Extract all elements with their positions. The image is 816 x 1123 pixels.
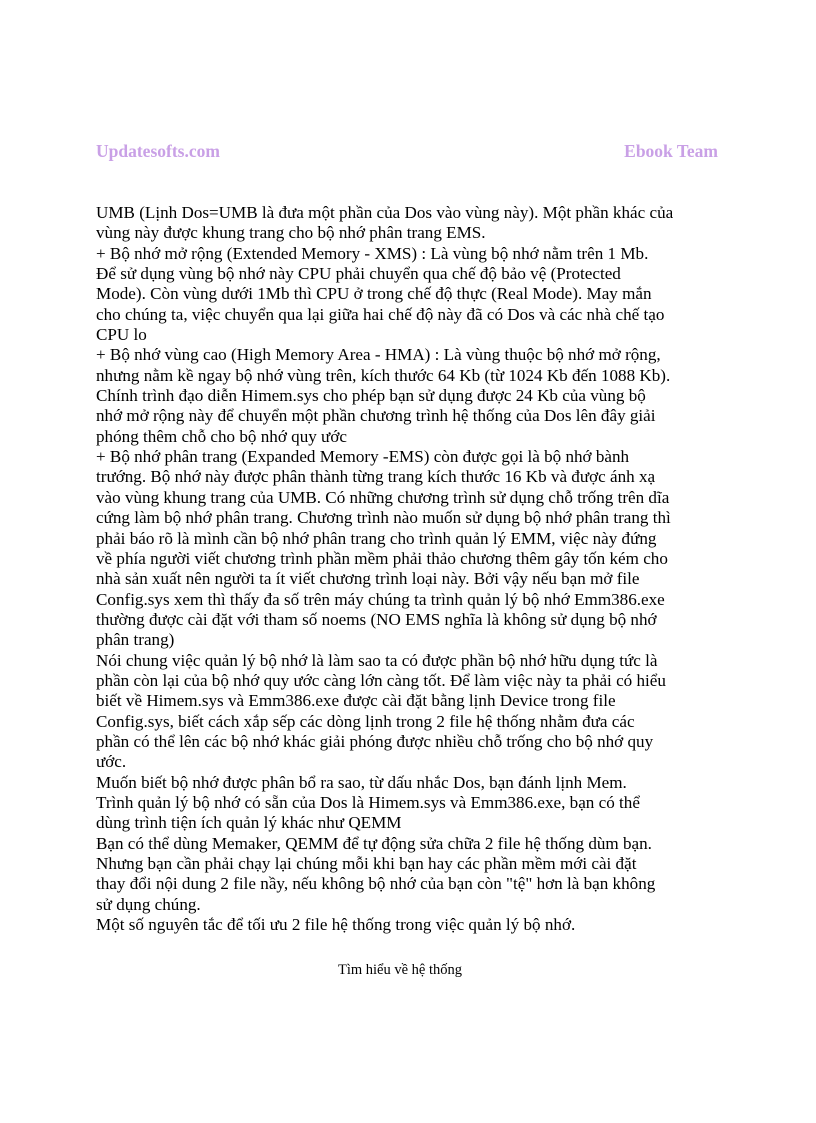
text-line: nhớ mở rộng này để chuyển một phần chương trình hệ thống của Dos lên đây giải xyxy=(96,406,656,426)
text-line: Trình quản lý bộ nhớ có sẵn của Dos là Himem.sys và Emm386.exe, bạn có thể xyxy=(96,792,640,812)
text-line: biết về Himem.sys và Emm386.exe được cài đặt bằng lịnh Device trong file xyxy=(96,691,616,711)
text-line: vùng này được khung trang cho bộ nhớ phân trang EMS. xyxy=(96,223,486,243)
text-line: Mode). Còn vùng dưới 1Mb thì CPU ở trong chế độ thực (Real Mode). May mắn xyxy=(96,284,652,304)
text-line: thay đổi nội dung 2 file nầy, nếu không bộ nhớ của bạn còn "tệ" hơn là bạn không xyxy=(96,874,656,894)
text-line: sử dụng chúng. xyxy=(96,894,201,914)
text-line: Muốn biết bộ nhớ được phân bổ ra sao, từ dấu nhắc Dos, bạn đánh lịnh Mem. xyxy=(96,772,627,792)
text-line: + Bộ nhớ mở rộng (Extended Memory - XMS) : Là vùng bộ nhớ nằm trên 1 Mb. xyxy=(96,243,649,263)
text-line: Để sử dụng vùng bộ nhớ này CPU phải chuyển qua chế độ bảo vệ (Protected xyxy=(96,264,621,284)
header-team-name: Ebook Team xyxy=(624,141,718,161)
text-line: phân trang) xyxy=(96,630,175,650)
text-line: Nhưng bạn cần phải chạy lại chúng mỗi khi bạn hay các phần mềm mới cài đặt xyxy=(96,854,637,873)
text-line: trướng. Bộ nhớ này được phân thành từng trang kích thước 16 Kb và được ánh xạ xyxy=(96,467,656,487)
text-line: phóng thêm chỗ cho bộ nhớ quy ước xyxy=(96,426,347,446)
text-line: vào vùng khung trang của UMB. Có những chương trình sử dụng chỗ trống trên dĩa xyxy=(96,487,670,507)
text-line: cho chúng ta, việc chuyển qua lại giữa hai chế độ này đã có Dos và các nhà chế tạo xyxy=(96,304,665,324)
text-line: UMB (Lịnh Dos=UMB là đưa một phần của Dos vào vùng này). Một phần khác của xyxy=(96,203,674,222)
header-site-name: Updatesofts.com xyxy=(96,141,220,161)
document-body xyxy=(96,203,726,935)
text-line: cứng làm bộ nhớ phân trang. Chương trình nào muốn sử dụng bộ nhớ phân trang thì xyxy=(96,508,671,528)
text-line: thường được cài đặt với tham số noems (NO EMS nghĩa là không sử dụng bộ nhớ xyxy=(96,609,657,629)
text-line: phải báo rõ là mình cần bộ nhớ phân trang cho trình quản lý EMM, việc này đứng xyxy=(96,528,657,548)
text-line: Bạn có thể dùng Memaker, QEMM để tự động sửa chữa 2 file hệ thống dùm bạn. xyxy=(96,833,652,853)
text-line: CPU lo xyxy=(96,325,147,345)
text-line: dùng trình tiện ích quản lý khác như QEMM xyxy=(96,813,402,833)
text-line: Nói chung việc quản lý bộ nhớ là làm sao ta có được phần bộ nhớ hữu dụng tức là xyxy=(96,650,658,670)
text-line: Config.sys, biết cách xắp sếp các dòng lịnh trong 2 file hệ thống nhằm đưa các xyxy=(96,711,635,731)
text-line: + Bộ nhớ phân trang (Expanded Memory -EMS) còn được gọi là bộ nhớ bành xyxy=(96,447,630,467)
text-line: phần còn lại của bộ nhớ quy ước càng lớn càng tốt. Để làm việc này ta phải có hiểu xyxy=(96,670,666,690)
page-footer: Tìm hiểu về hệ thống xyxy=(337,962,463,978)
page-header xyxy=(96,141,718,163)
text-line: nhà sản xuất nên người ta ít viết chương trình loại này. Bởi vậy nếu bạn mở file xyxy=(96,569,640,589)
text-line: nhưng nằm kề ngay bộ nhớ vùng trên, kích thước 64 Kb (từ 1024 Kb đến 1088 Kb). xyxy=(96,365,671,385)
text-line: Config.sys xem thì thấy đa số trên máy chúng ta trình quản lý bộ nhớ Emm386.exe xyxy=(96,589,665,609)
text-line: Một số nguyên tắc để tối ưu 2 file hệ thống trong việc quản lý bộ nhớ. xyxy=(96,915,576,935)
text-line: Chính trình đạo diễn Himem.sys cho phép bạn sử dụng được 24 Kb của vùng bộ xyxy=(96,386,646,406)
text-line: về phía người viết chương trình phần mềm phải thảo chương thêm gây tốn kém cho xyxy=(96,548,668,568)
text-line: + Bộ nhớ vùng cao (High Memory Area - HMA) : Là vùng thuộc bộ nhớ mở rộng, xyxy=(96,345,661,365)
text-line: ước. xyxy=(96,752,127,772)
text-line: phần có thể lên các bộ nhớ khác giải phóng được nhiều chỗ trống cho bộ nhớ quy xyxy=(96,731,654,751)
